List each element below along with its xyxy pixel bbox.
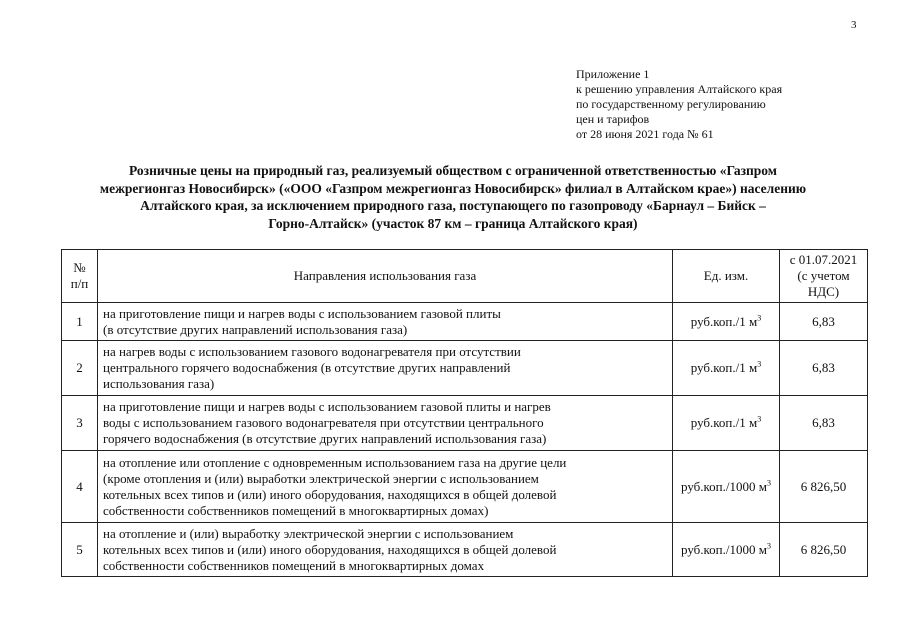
table-row: [62, 523, 868, 577]
title-line: межрегионгаз Новосибирск» («ООО «Газпром межрегионгаз Новосибирск» филиал в Алтайском крае») населению: [99, 180, 807, 196]
table-row: [62, 341, 868, 396]
unit-superscript: 3: [766, 478, 771, 488]
page-number: 3: [851, 19, 857, 31]
direction-line: горячего водоснабжения (в отсутствие других направлений использования газа): [103, 431, 547, 446]
direction-line: собственности собственников помещений в многоквартирных домах: [103, 557, 485, 573]
direction-line: на отопление и (или) выработку электрической энергии с использованием: [103, 525, 514, 541]
unit-superscript: 3: [757, 414, 762, 424]
row-unit: [673, 341, 780, 396]
table-row: [62, 451, 868, 523]
row-price: 6,83: [780, 396, 868, 451]
appendix-block: [576, 67, 782, 142]
unit-text: руб.коп./1 м: [690, 360, 758, 375]
table-row: [62, 303, 868, 341]
row-direction: [98, 396, 673, 451]
direction-line: на приготовление пищи и нагрев воды с использованием газовой плиты: [103, 305, 501, 321]
header-price: [780, 250, 868, 303]
table-row: [62, 396, 868, 451]
unit-superscript: 3: [766, 541, 771, 551]
direction-line: на приготовление пищи и нагрев воды с использованием газовой плиты и нагрев: [103, 399, 551, 414]
row-price: 6,83: [780, 341, 868, 396]
direction-line: котельных всех типов и (или) иного оборудования, находящихся в общей долевой: [103, 486, 557, 502]
row-price: 6 826,50: [780, 523, 868, 577]
direction-line: использования газа): [103, 376, 215, 391]
row-unit: [673, 523, 780, 577]
row-direction: [98, 451, 673, 523]
direction-line: собственности собственников помещений в многоквартирных домах): [103, 502, 489, 518]
row-number: 3: [62, 396, 98, 451]
appendix-line: по государственному регулированию: [576, 97, 766, 111]
row-number: 2: [62, 341, 98, 396]
row-direction: [98, 341, 673, 396]
row-unit: [673, 303, 780, 341]
row-price: 6,83: [780, 303, 868, 341]
row-unit: [673, 396, 780, 451]
unit-superscript: 3: [757, 313, 762, 323]
direction-line: воды с использованием газового водонагревателя при отсутствии центрального: [103, 415, 544, 430]
row-direction: [98, 523, 673, 577]
direction-line: на отопление или отопление с одновременным использованием газа на другие цели: [103, 454, 567, 470]
title-line: Горно-Алтайск» (участок 87 км – граница Алтайского края): [268, 215, 638, 231]
row-number: 4: [62, 451, 98, 523]
row-number: 1: [62, 303, 98, 341]
direction-line: на нагрев воды с использованием газового водонагревателя при отсутствии: [103, 344, 521, 359]
row-number: 5: [62, 523, 98, 577]
header-price-line: (с учетом: [797, 268, 850, 283]
table-header-row: [62, 250, 868, 303]
header-price-line: с 01.07.2021: [789, 252, 858, 267]
header-unit: Ед. изм.: [673, 250, 780, 303]
unit-text: руб.коп./1000 м: [681, 478, 767, 494]
appendix-line: от 28 июня 2021 года № 61: [576, 127, 714, 141]
direction-line: центрального горячего водоснабжения (в отсутствие других направлений: [103, 360, 511, 375]
appendix-line: Приложение 1: [576, 67, 650, 81]
title-line: Розничные цены на природный газ, реализуемый обществом с ограниченной ответственностью «Газпром: [129, 163, 777, 178]
direction-line: (в отсутствие других направлений использования газа): [103, 321, 408, 337]
header-num-line: п/п: [70, 276, 89, 291]
unit-text: руб.коп./1 м: [690, 313, 758, 329]
header-price-line: НДС): [807, 284, 840, 299]
header-num: [62, 250, 98, 303]
unit-superscript: 3: [757, 359, 762, 369]
header-num-line: №: [73, 260, 86, 275]
row-direction: [98, 303, 673, 341]
title-line: Алтайского края, за исключением природного газа, поступающего по газопроводу «Барнаул – Бийск –: [140, 198, 766, 213]
direction-line: (кроме отопления и (или) выработки электрической энергии с использованием: [103, 470, 539, 486]
row-unit: [673, 451, 780, 523]
header-direction: Направления использования газа: [98, 250, 673, 303]
document-title: [40, 162, 866, 232]
price-table: [61, 249, 868, 577]
direction-line: котельных всех типов и (или) иного оборудования, находящихся в общей долевой: [103, 541, 557, 557]
row-price: 6 826,50: [780, 451, 868, 523]
unit-text: руб.коп./1000 м: [681, 541, 767, 557]
appendix-line: к решению управления Алтайского края: [576, 82, 783, 96]
appendix-line: цен и тарифов: [576, 112, 650, 126]
unit-text: руб.коп./1 м: [690, 415, 758, 430]
